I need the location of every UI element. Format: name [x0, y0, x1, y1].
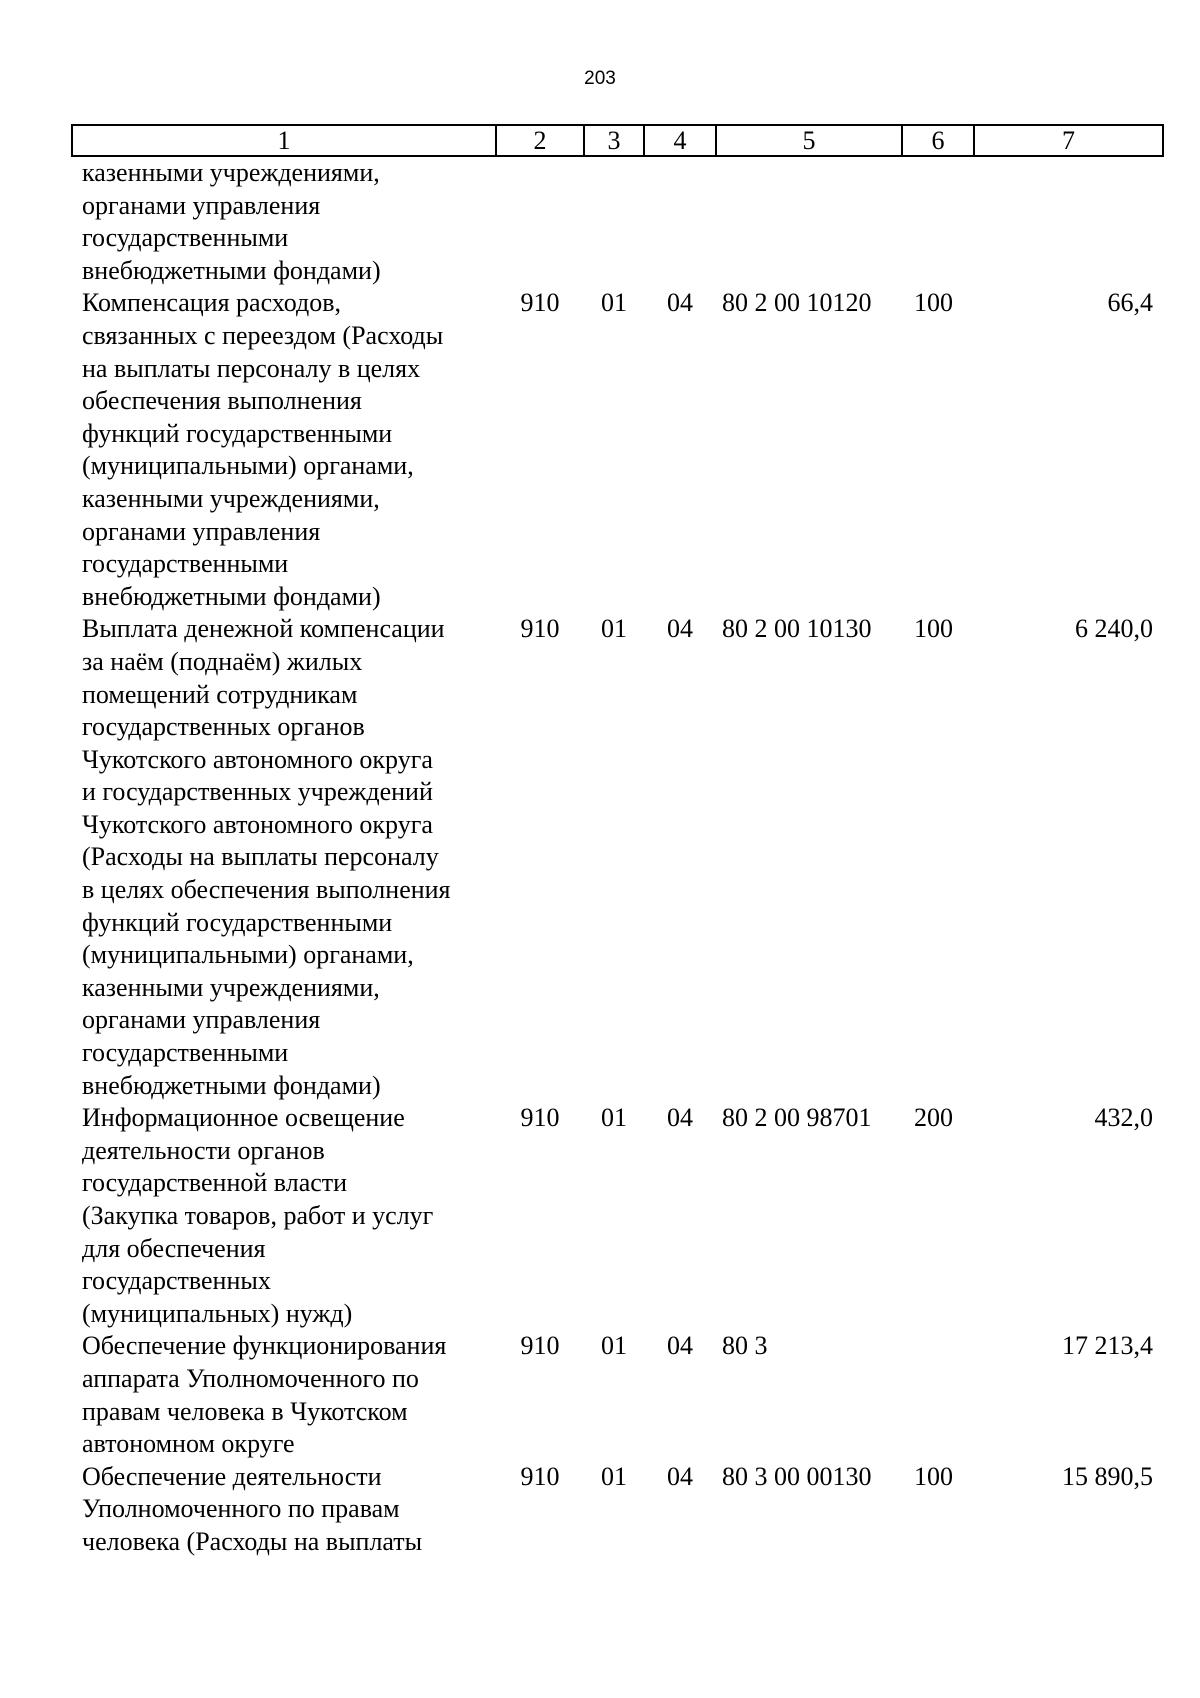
table-row [72, 1102, 1163, 1330]
text-line: за наём (поднаём) жилых [82, 646, 363, 676]
target-article-code: 80 2 00 98701 [722, 1103, 872, 1133]
text-line: человека (Расходы на выплаты [82, 1526, 423, 1556]
header-col-7: 7 [974, 125, 1163, 156]
amount-value: 66,4 [1107, 288, 1153, 318]
text-line: функций государственными [82, 907, 393, 937]
table-row [72, 613, 1163, 1102]
text-line: государственными [82, 223, 289, 253]
continuation-text [72, 156, 1163, 287]
target-article-code: 80 2 00 10130 [722, 614, 872, 644]
subsection-code: 04 [667, 614, 693, 644]
ministry-code: 910 [520, 1331, 560, 1361]
section-code: 01 [601, 1331, 627, 1361]
item-name [72, 1330, 496, 1460]
text-line: обеспечения выполнения [82, 386, 362, 416]
text-line: государственными [82, 1038, 289, 1068]
subsection-code: 04 [667, 288, 693, 318]
target-article-code: 80 3 00 00130 [722, 1461, 872, 1491]
item-name [72, 1102, 496, 1330]
header-row [72, 125, 1163, 156]
ministry-code: 910 [520, 614, 560, 644]
text-line: правам человека в Чукотском [82, 1396, 408, 1426]
text-line: Уполномоченного по правам [82, 1494, 400, 1524]
target-article-code: 80 3 [722, 1331, 768, 1361]
ministry-code: 910 [520, 1461, 560, 1491]
header-col-5: 5 [716, 125, 902, 156]
text-line: государственных [82, 1266, 271, 1296]
text-line: помещений сотрудникам [82, 679, 358, 709]
text-line: (муниципальных) нужд) [82, 1298, 353, 1328]
text-line: Компенсация расходов, [82, 288, 342, 318]
text-line: органами управления [82, 190, 321, 220]
subsection-code: 04 [667, 1103, 693, 1133]
continuation-row [72, 156, 1163, 287]
text-line: на выплаты персоналу в целях [82, 353, 421, 383]
page-number: 203 [584, 68, 616, 89]
text-line: для обеспечения [82, 1233, 266, 1263]
text-line: связанных с переездом (Расходы [82, 320, 444, 350]
amount-value: 17 213,4 [1062, 1331, 1153, 1361]
subsection-code: 04 [667, 1461, 693, 1491]
header-col-6: 6 [902, 125, 974, 156]
header-col-4: 4 [644, 125, 716, 156]
header-col-1: 1 [72, 125, 496, 156]
table-row [72, 287, 1163, 613]
budget-table [71, 124, 1164, 1559]
text-line: казенными учреждениями, [82, 158, 380, 187]
text-line: Информационное освещение [82, 1103, 405, 1133]
text-line: аппарата Уполномоченного по [82, 1363, 419, 1393]
text-line: функций государственными [82, 418, 393, 448]
item-name [72, 287, 496, 613]
text-line: в целях обеспечения выполнения [82, 875, 451, 905]
text-line: Выплата денежной компенсации [82, 614, 445, 644]
text-line: государственной власти [82, 1168, 348, 1198]
text-line: и государственных учреждений [82, 777, 433, 807]
expense-type-code: 200 [914, 1103, 953, 1133]
text-line: Обеспечение деятельности [82, 1461, 382, 1491]
expense-type-code: 100 [914, 614, 953, 644]
text-line: (Расходы на выплаты персоналу [82, 842, 439, 872]
text-line: (муниципальными) органами, [82, 940, 414, 970]
text-line: государственными [82, 549, 289, 579]
text-line: деятельности органов [82, 1135, 325, 1165]
ministry-code: 910 [520, 1103, 560, 1133]
table-row [72, 1461, 1163, 1559]
ministry-code: 910 [520, 288, 560, 318]
text-line: Чукотского автономного округа [82, 744, 433, 774]
subsection-code: 04 [667, 1331, 693, 1361]
expense-type-code [902, 1330, 974, 1460]
table-header [72, 125, 1163, 156]
text-line: автономном округе [82, 1429, 295, 1459]
section-code: 01 [601, 1461, 627, 1491]
item-name [72, 613, 496, 1102]
text-line: казенными учреждениями, [82, 483, 380, 513]
target-article-code: 80 2 00 10120 [722, 288, 872, 318]
text-line: органами управления [82, 1005, 321, 1035]
section-code: 01 [601, 614, 627, 644]
text-line: Обеспечение функционирования [82, 1331, 447, 1361]
text-line: внебюджетными фондами) [82, 1070, 381, 1100]
text-line: государственных органов [82, 712, 365, 742]
amount-value: 15 890,5 [1062, 1461, 1153, 1491]
amount-value: 6 240,0 [1075, 614, 1153, 644]
section-code: 01 [601, 288, 627, 318]
expense-type-code: 100 [914, 1461, 953, 1491]
amount-value: 432,0 [1094, 1103, 1153, 1133]
text-line: (муниципальными) органами, [82, 451, 414, 481]
table-row [72, 1330, 1163, 1460]
text-line: органами управления [82, 516, 321, 546]
text-line: (Закупка товаров, работ и услуг [82, 1201, 434, 1230]
header-col-2: 2 [496, 125, 584, 156]
text-line: казенными учреждениями, [82, 972, 380, 1002]
item-name [72, 1461, 496, 1559]
expense-type-code: 100 [914, 288, 953, 318]
section-code: 01 [601, 1103, 627, 1133]
text-line: внебюджетными фондами) [82, 255, 381, 285]
text-line: Чукотского автономного округа [82, 809, 433, 839]
text-line: внебюджетными фондами) [82, 581, 381, 611]
table-body [72, 156, 1163, 1559]
header-col-3: 3 [584, 125, 644, 156]
